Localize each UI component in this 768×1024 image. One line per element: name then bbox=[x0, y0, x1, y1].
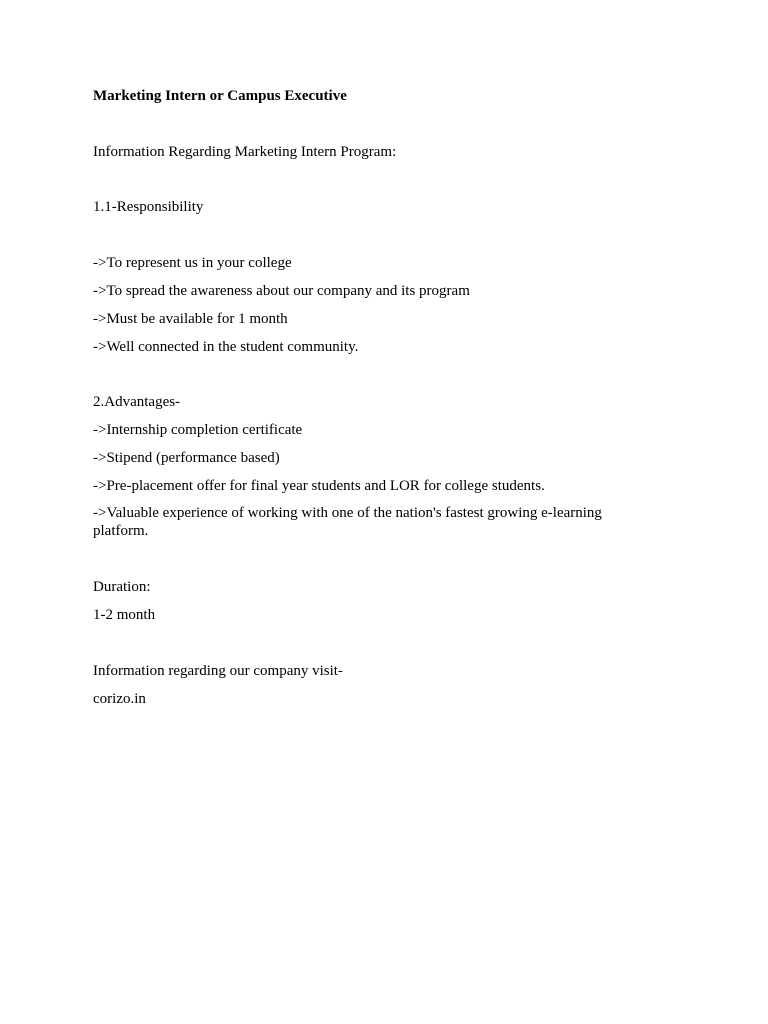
duration-label: Duration: bbox=[93, 579, 151, 595]
responsibility-heading: 1.1-Responsibility bbox=[93, 199, 204, 215]
responsibility-item: ->Well connected in the student community. bbox=[93, 339, 359, 355]
duration-value: 1-2 month bbox=[93, 607, 156, 623]
document-title: Marketing Intern or Campus Executive bbox=[93, 88, 347, 104]
intro-text: Information Regarding Marketing Intern Program: bbox=[93, 144, 397, 160]
advantages-heading: 2.Advantages- bbox=[93, 394, 181, 410]
advantage-item: ->Internship completion certificate bbox=[93, 422, 303, 438]
responsibility-item: ->To spread the awareness about our company and its program bbox=[93, 283, 470, 299]
advantage-item: ->Stipend (performance based) bbox=[93, 450, 280, 466]
responsibility-item: ->To represent us in your college bbox=[93, 255, 292, 271]
advantage-item: ->Pre-placement offer for final year students and LOR for college students. bbox=[93, 478, 545, 494]
company-site-text: corizo.in bbox=[93, 691, 146, 707]
company-info-label: Information regarding our company visit- bbox=[93, 663, 343, 679]
responsibility-item: ->Must be available for 1 month bbox=[93, 311, 288, 327]
advantage-item: ->Valuable experience of working with one of the nation's fastest growing e-learning platform. bbox=[93, 505, 602, 539]
